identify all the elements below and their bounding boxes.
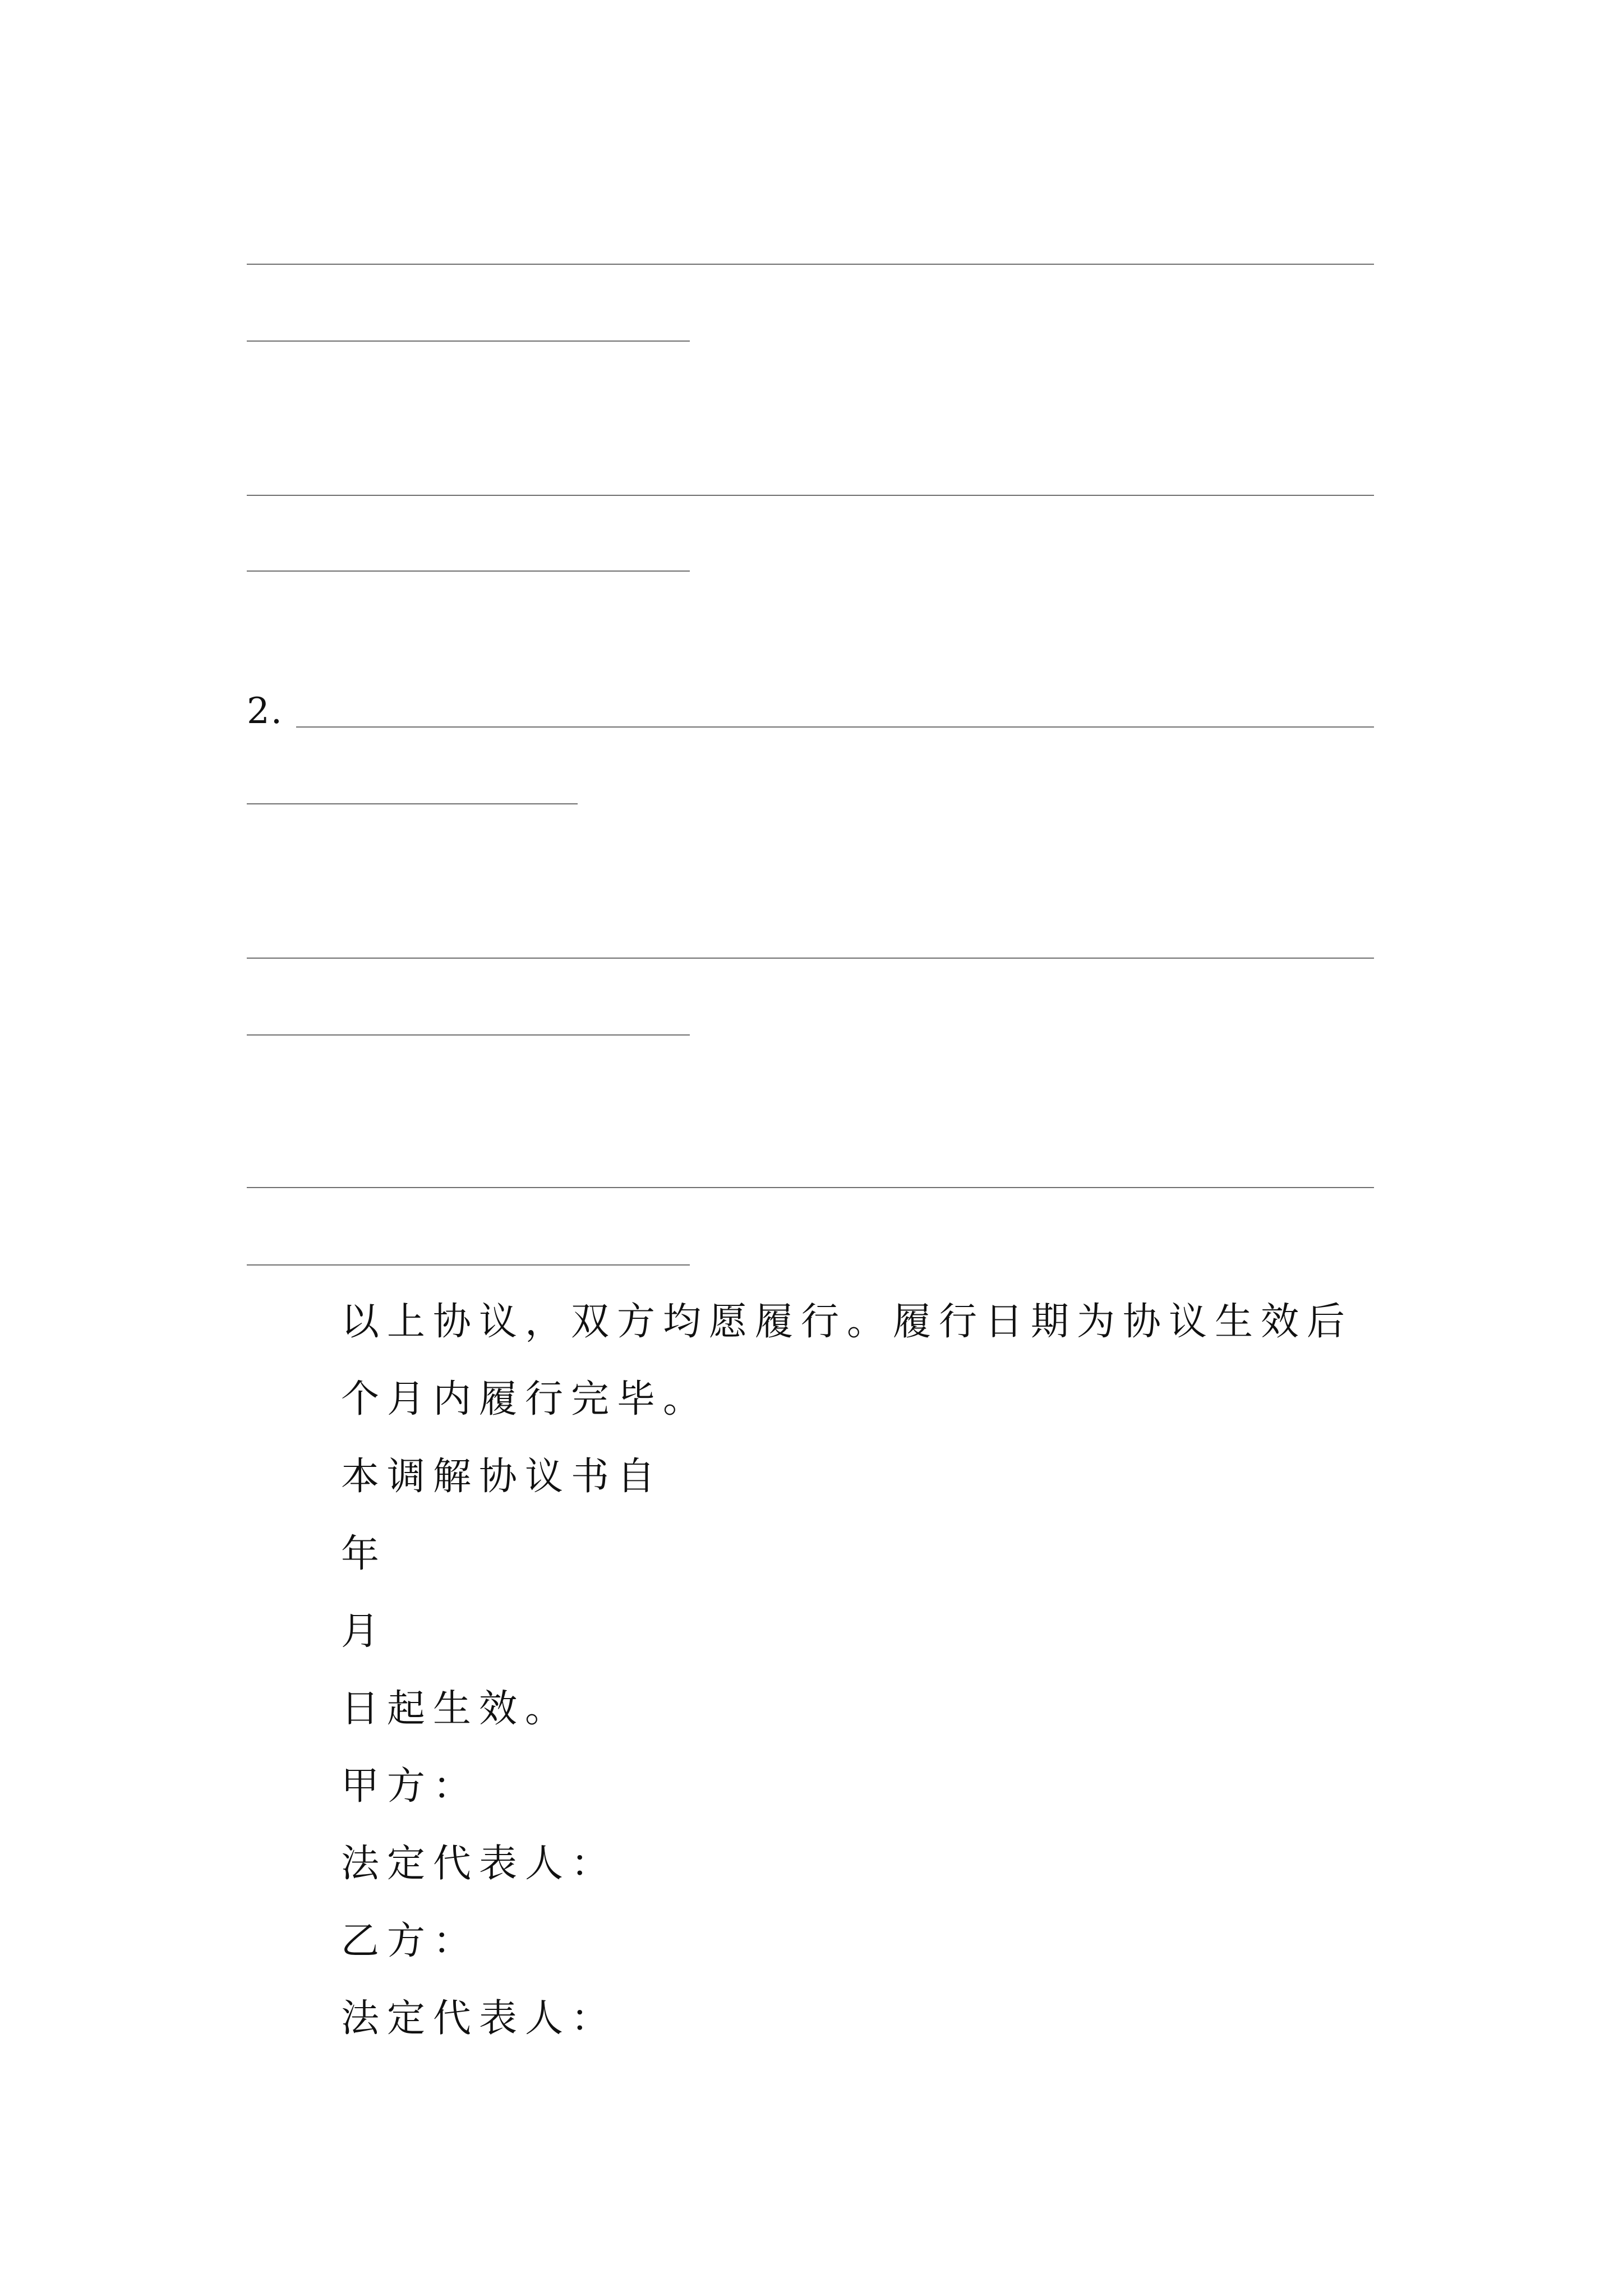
agreement-text-line-1: 以上协议，双方均愿履行。履行日期为协议生效后 [341,1300,1353,1344]
blank-line-2b [247,570,690,572]
party-a-representative-label: 法定代表人： [341,1842,617,1886]
effective-year-label: 年 [341,1532,388,1576]
party-b-label: 乙方： [341,1919,479,1963]
blank-line-2a [247,495,1374,496]
blank-line-4b [247,1034,690,1036]
item-number-2: 2. [247,691,284,732]
blank-line-1b [247,341,690,342]
blank-line-4a [247,958,1374,959]
effective-month-label: 月 [341,1609,388,1654]
party-b-representative-label: 法定代表人： [341,1996,617,2041]
blank-line-1a [247,264,1374,265]
blank-line-5b [247,1264,690,1266]
effective-day-label: 日起生效。 [341,1687,571,1731]
blank-line-5a [247,1187,1374,1188]
effective-date-text: 本调解协议书自 [341,1455,663,1499]
blank-line-3a [296,726,1374,728]
agreement-text-line-2: 个月内履行完毕。 [341,1377,709,1421]
blank-line-3b [247,803,578,804]
party-a-label: 甲方： [341,1764,479,1809]
